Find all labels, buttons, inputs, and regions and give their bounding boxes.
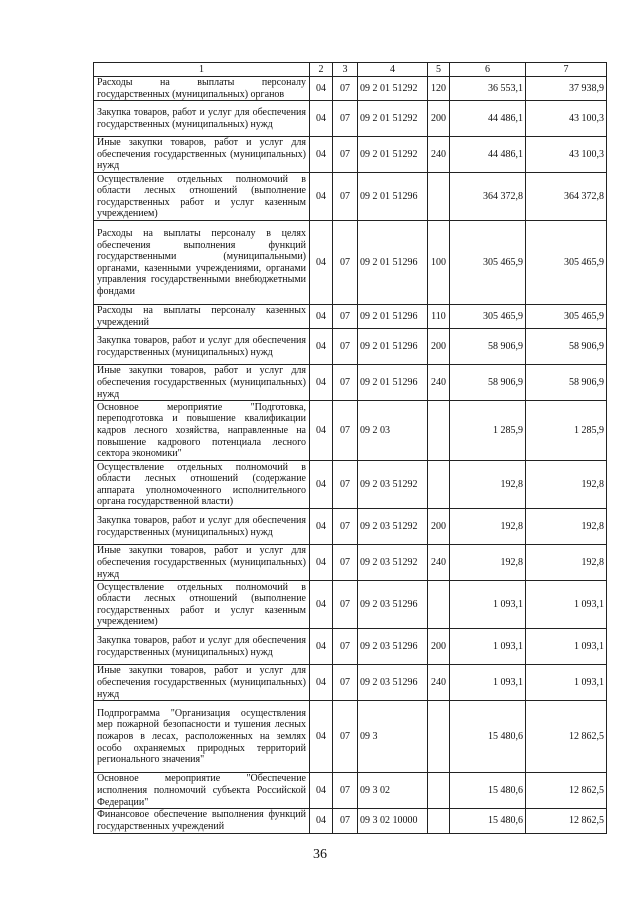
row-target-code: 09 2 03 51292 bbox=[358, 509, 428, 545]
row-description: Осуществление отдельных полномочий в области лесных отношений (выполнение государственных работ и услуг казенным учреждением) bbox=[94, 581, 310, 629]
table-row bbox=[94, 329, 607, 365]
row-amount-year-2: 1 093,1 bbox=[526, 665, 607, 701]
row-amount-year-1: 44 486,1 bbox=[450, 137, 526, 173]
row-description: Закупка товаров, работ и услуг для обеспечения государственных (муниципальных) нужд bbox=[94, 629, 310, 665]
row-subsection-code: 07 bbox=[333, 509, 358, 545]
table-row bbox=[94, 305, 607, 329]
row-expense-type-code: 200 bbox=[428, 329, 450, 365]
header-col-1: 1 bbox=[94, 63, 310, 77]
row-subsection-code: 07 bbox=[333, 701, 358, 773]
row-description: Основное мероприятие "Подготовка, переподготовка и повышение квалификации кадров лесного хозяйства, направленные на повышение кадрового потенциала лесного сектора экономики" bbox=[94, 401, 310, 461]
row-amount-year-2: 305 465,9 bbox=[526, 221, 607, 305]
row-expense-type-code bbox=[428, 401, 450, 461]
row-expense-type-code: 120 bbox=[428, 77, 450, 101]
row-amount-year-2: 1 093,1 bbox=[526, 581, 607, 629]
row-expense-type-code: 110 bbox=[428, 305, 450, 329]
row-section-code: 04 bbox=[310, 773, 333, 809]
row-amount-year-1: 15 480,6 bbox=[450, 809, 526, 833]
table-row bbox=[94, 221, 607, 305]
row-subsection-code: 07 bbox=[333, 101, 358, 137]
row-section-code: 04 bbox=[310, 461, 333, 509]
row-amount-year-2: 43 100,3 bbox=[526, 101, 607, 137]
row-target-code: 09 2 03 51296 bbox=[358, 581, 428, 629]
row-amount-year-2: 58 906,9 bbox=[526, 329, 607, 365]
row-amount-year-2: 192,8 bbox=[526, 461, 607, 509]
row-expense-type-code: 240 bbox=[428, 365, 450, 401]
row-subsection-code: 07 bbox=[333, 545, 358, 581]
row-expense-type-code bbox=[428, 809, 450, 833]
row-expense-type-code: 200 bbox=[428, 509, 450, 545]
row-expense-type-code: 200 bbox=[428, 101, 450, 137]
row-subsection-code: 07 bbox=[333, 77, 358, 101]
row-subsection-code: 07 bbox=[333, 305, 358, 329]
row-section-code: 04 bbox=[310, 809, 333, 833]
row-amount-year-2: 37 938,9 bbox=[526, 77, 607, 101]
header-col-2: 2 bbox=[310, 63, 333, 77]
row-description: Финансовое обеспечение выполнения функций государственных учреждений bbox=[94, 809, 310, 833]
row-amount-year-2: 1 285,9 bbox=[526, 401, 607, 461]
row-target-code: 09 2 03 51296 bbox=[358, 665, 428, 701]
row-expense-type-code: 200 bbox=[428, 629, 450, 665]
row-subsection-code: 07 bbox=[333, 137, 358, 173]
row-subsection-code: 07 bbox=[333, 329, 358, 365]
row-subsection-code: 07 bbox=[333, 581, 358, 629]
row-amount-year-1: 1 093,1 bbox=[450, 581, 526, 629]
row-amount-year-1: 192,8 bbox=[450, 461, 526, 509]
row-section-code: 04 bbox=[310, 629, 333, 665]
row-amount-year-2: 305 465,9 bbox=[526, 305, 607, 329]
row-amount-year-2: 12 862,5 bbox=[526, 773, 607, 809]
row-target-code: 09 2 01 51296 bbox=[358, 221, 428, 305]
row-section-code: 04 bbox=[310, 305, 333, 329]
row-target-code: 09 2 01 51292 bbox=[358, 77, 428, 101]
row-subsection-code: 07 bbox=[333, 809, 358, 833]
row-target-code: 09 2 01 51296 bbox=[358, 329, 428, 365]
row-section-code: 04 bbox=[310, 509, 333, 545]
row-section-code: 04 bbox=[310, 329, 333, 365]
table-row bbox=[94, 701, 607, 773]
row-section-code: 04 bbox=[310, 77, 333, 101]
row-amount-year-2: 364 372,8 bbox=[526, 173, 607, 221]
table-row bbox=[94, 509, 607, 545]
table-row bbox=[94, 665, 607, 701]
budget-table bbox=[93, 62, 607, 834]
row-target-code: 09 2 01 51296 bbox=[358, 173, 428, 221]
table-row bbox=[94, 461, 607, 509]
row-description: Подпрограмма "Организация осуществления мер пожарной безопасности и тушения лесных пожаров в лесах, расположенных на землях особо охраняемых природных территорий регионального значения" bbox=[94, 701, 310, 773]
row-description: Иные закупки товаров, работ и услуг для обеспечения государственных (муниципальных) нужд bbox=[94, 365, 310, 401]
row-amount-year-1: 58 906,9 bbox=[450, 365, 526, 401]
row-expense-type-code bbox=[428, 773, 450, 809]
row-section-code: 04 bbox=[310, 545, 333, 581]
row-amount-year-1: 192,8 bbox=[450, 545, 526, 581]
row-subsection-code: 07 bbox=[333, 461, 358, 509]
row-expense-type-code: 240 bbox=[428, 665, 450, 701]
row-target-code: 09 2 03 51296 bbox=[358, 629, 428, 665]
row-amount-year-1: 15 480,6 bbox=[450, 701, 526, 773]
row-description: Расходы на выплаты персоналу в целях обеспечения выполнения функций государственными (муниципальными) органами, казенными учреждениями, органами управления государственными внебюджетными фондами bbox=[94, 221, 310, 305]
row-amount-year-2: 43 100,3 bbox=[526, 137, 607, 173]
row-section-code: 04 bbox=[310, 665, 333, 701]
row-section-code: 04 bbox=[310, 701, 333, 773]
row-amount-year-1: 364 372,8 bbox=[450, 173, 526, 221]
row-description: Иные закупки товаров, работ и услуг для обеспечения государственных (муниципальных) нужд bbox=[94, 665, 310, 701]
table-row bbox=[94, 629, 607, 665]
table-row bbox=[94, 545, 607, 581]
row-amount-year-1: 192,8 bbox=[450, 509, 526, 545]
row-target-code: 09 2 01 51296 bbox=[358, 365, 428, 401]
header-col-3: 3 bbox=[333, 63, 358, 77]
row-target-code: 09 2 01 51292 bbox=[358, 137, 428, 173]
row-subsection-code: 07 bbox=[333, 665, 358, 701]
row-expense-type-code bbox=[428, 581, 450, 629]
row-amount-year-1: 1 093,1 bbox=[450, 629, 526, 665]
table-row bbox=[94, 137, 607, 173]
row-target-code: 09 2 01 51296 bbox=[358, 305, 428, 329]
row-section-code: 04 bbox=[310, 221, 333, 305]
row-description: Иные закупки товаров, работ и услуг для обеспечения государственных (муниципальных) нужд bbox=[94, 545, 310, 581]
row-target-code: 09 2 03 bbox=[358, 401, 428, 461]
row-description: Иные закупки товаров, работ и услуг для обеспечения государственных (муниципальных) нужд bbox=[94, 137, 310, 173]
table-row bbox=[94, 809, 607, 833]
row-section-code: 04 bbox=[310, 173, 333, 221]
row-target-code: 09 3 02 10000 bbox=[358, 809, 428, 833]
row-expense-type-code bbox=[428, 173, 450, 221]
table-row bbox=[94, 173, 607, 221]
row-target-code: 09 2 03 51292 bbox=[358, 545, 428, 581]
table-row bbox=[94, 581, 607, 629]
row-amount-year-1: 36 553,1 bbox=[450, 77, 526, 101]
header-col-4: 4 bbox=[358, 63, 428, 77]
row-target-code: 09 3 02 bbox=[358, 773, 428, 809]
row-amount-year-1: 58 906,9 bbox=[450, 329, 526, 365]
table-row bbox=[94, 773, 607, 809]
row-section-code: 04 bbox=[310, 581, 333, 629]
row-amount-year-2: 192,8 bbox=[526, 509, 607, 545]
header-col-6: 6 bbox=[450, 63, 526, 77]
table-row bbox=[94, 365, 607, 401]
row-description: Закупка товаров, работ и услуг для обеспечения государственных (муниципальных) нужд bbox=[94, 329, 310, 365]
row-description: Расходы на выплаты персоналу казенных учреждений bbox=[94, 305, 310, 329]
row-amount-year-1: 1 285,9 bbox=[450, 401, 526, 461]
row-description: Осуществление отдельных полномочий в области лесных отношений (выполнение государственных работ и услуг казенным учреждением) bbox=[94, 173, 310, 221]
row-section-code: 04 bbox=[310, 401, 333, 461]
table-row bbox=[94, 77, 607, 101]
row-subsection-code: 07 bbox=[333, 221, 358, 305]
row-description: Основное мероприятие "Обеспечение исполнения полномочий субъекта Российской Федерации" bbox=[94, 773, 310, 809]
row-description: Расходы на выплаты персоналу государственных (муниципальных) органов bbox=[94, 77, 310, 101]
row-description: Закупка товаров, работ и услуг для обеспечения государственных (муниципальных) нужд bbox=[94, 101, 310, 137]
row-description: Закупка товаров, работ и услуг для обеспечения государственных (муниципальных) нужд bbox=[94, 509, 310, 545]
row-expense-type-code bbox=[428, 461, 450, 509]
row-subsection-code: 07 bbox=[333, 365, 358, 401]
row-section-code: 04 bbox=[310, 101, 333, 137]
header-col-7: 7 bbox=[526, 63, 607, 77]
row-description: Осуществление отдельных полномочий в области лесных отношений (содержание аппарата уполномоченного исполнительного органа государственной власти) bbox=[94, 461, 310, 509]
header-row bbox=[94, 63, 607, 77]
row-section-code: 04 bbox=[310, 365, 333, 401]
table-row bbox=[94, 101, 607, 137]
row-amount-year-2: 192,8 bbox=[526, 545, 607, 581]
row-expense-type-code: 100 bbox=[428, 221, 450, 305]
row-target-code: 09 2 01 51292 bbox=[358, 101, 428, 137]
row-amount-year-2: 12 862,5 bbox=[526, 809, 607, 833]
row-amount-year-2: 58 906,9 bbox=[526, 365, 607, 401]
row-amount-year-2: 1 093,1 bbox=[526, 629, 607, 665]
row-target-code: 09 3 bbox=[358, 701, 428, 773]
row-section-code: 04 bbox=[310, 137, 333, 173]
row-amount-year-1: 1 093,1 bbox=[450, 665, 526, 701]
row-subsection-code: 07 bbox=[333, 629, 358, 665]
header-col-5: 5 bbox=[428, 63, 450, 77]
row-expense-type-code: 240 bbox=[428, 137, 450, 173]
row-subsection-code: 07 bbox=[333, 401, 358, 461]
table-row bbox=[94, 401, 607, 461]
page-number: 36 bbox=[313, 847, 327, 862]
row-target-code: 09 2 03 51292 bbox=[358, 461, 428, 509]
row-amount-year-1: 305 465,9 bbox=[450, 221, 526, 305]
row-amount-year-1: 44 486,1 bbox=[450, 101, 526, 137]
row-amount-year-1: 305 465,9 bbox=[450, 305, 526, 329]
row-expense-type-code bbox=[428, 701, 450, 773]
row-subsection-code: 07 bbox=[333, 773, 358, 809]
row-amount-year-2: 12 862,5 bbox=[526, 701, 607, 773]
row-amount-year-1: 15 480,6 bbox=[450, 773, 526, 809]
row-expense-type-code: 240 bbox=[428, 545, 450, 581]
row-subsection-code: 07 bbox=[333, 173, 358, 221]
